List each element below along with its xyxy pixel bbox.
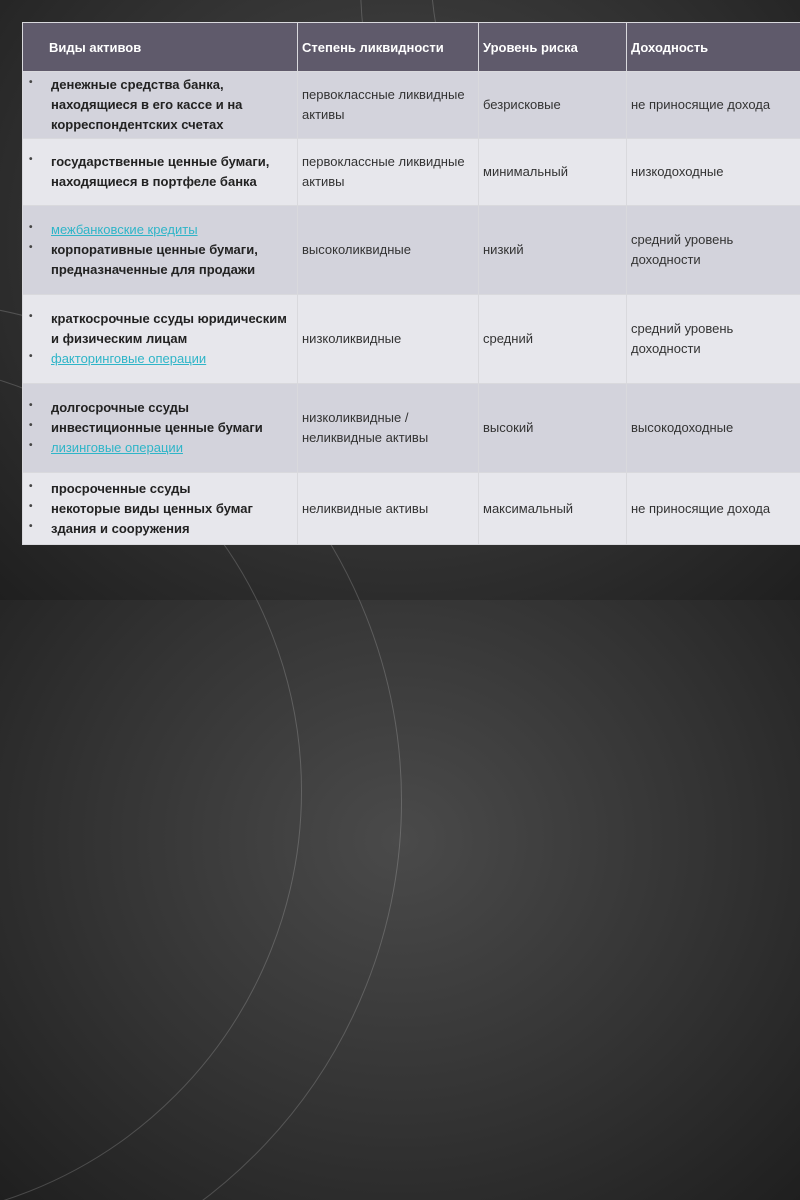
header-yield: Доходность <box>627 23 800 72</box>
bullet-icon: • <box>29 240 51 256</box>
table-row <box>23 72 800 139</box>
bullet-icon: • <box>29 349 51 365</box>
asset-item-text: денежные средства банка, находящиеся в его кассе и на корреспондентских счетах <box>51 75 293 135</box>
asset-item-text: государственные ценные бумаги, находящиеся в портфеле банка <box>51 152 293 192</box>
asset-item <box>29 479 293 499</box>
liquidity-cell: низколиквидные / неликвидные активы <box>298 384 479 473</box>
table-row <box>23 139 800 206</box>
asset-item <box>29 240 293 280</box>
header-asset-types: Виды активов <box>23 23 298 72</box>
yield-cell: не приносящие дохода <box>627 473 800 545</box>
asset-link-item[interactable] <box>29 349 293 369</box>
bullet-icon: • <box>29 479 51 495</box>
asset-item-text[interactable]: лизинговые операции <box>51 438 183 458</box>
asset-types-cell <box>23 384 298 473</box>
asset-types-cell <box>23 295 298 384</box>
risk-cell: минимальный <box>479 139 627 206</box>
asset-item-text[interactable]: межбанковские кредиты <box>51 220 198 240</box>
asset-item <box>29 398 293 418</box>
asset-item-text[interactable]: факторинговые операции <box>51 349 206 369</box>
liquidity-cell: первоклассные ликвидные активы <box>298 72 479 139</box>
asset-item <box>29 75 293 135</box>
asset-item <box>29 309 293 349</box>
liquidity-cell: неликвидные активы <box>298 473 479 545</box>
bullet-icon: • <box>29 398 51 414</box>
asset-item-text: здания и сооружения <box>51 519 190 539</box>
risk-cell: высокий <box>479 384 627 473</box>
asset-item-text: инвестиционные ценные бумаги <box>51 418 263 438</box>
asset-item-text: корпоративные ценные бумаги, предназначенные для продажи <box>51 240 293 280</box>
table-row <box>23 384 800 473</box>
asset-item <box>29 519 293 539</box>
yield-cell: средний уровень доходности <box>627 295 800 384</box>
risk-cell: безрисковые <box>479 72 627 139</box>
liquidity-cell: низколиквидные <box>298 295 479 384</box>
asset-item-text: краткосрочные ссуды юридическим и физическим лицам <box>51 309 293 349</box>
asset-types-cell <box>23 206 298 295</box>
asset-item-text: просроченные ссуды <box>51 479 191 499</box>
risk-cell: средний <box>479 295 627 384</box>
table-row <box>23 206 800 295</box>
asset-link-item[interactable] <box>29 220 293 240</box>
bullet-icon: • <box>29 309 51 325</box>
risk-cell: максимальный <box>479 473 627 545</box>
bullet-icon: • <box>29 499 51 515</box>
asset-types-cell <box>23 72 298 139</box>
bullet-icon: • <box>29 152 51 168</box>
bullet-icon: • <box>29 438 51 454</box>
liquidity-cell: первоклассные ликвидные активы <box>298 139 479 206</box>
liquidity-cell: высоколиквидные <box>298 206 479 295</box>
assets-table <box>22 22 800 545</box>
header-liquidity: Степень ликвидности <box>298 23 479 72</box>
asset-link-item[interactable] <box>29 438 293 458</box>
yield-cell: не приносящие дохода <box>627 72 800 139</box>
asset-item-text: долгосрочные ссуды <box>51 398 189 418</box>
yield-cell: средний уровень доходности <box>627 206 800 295</box>
table-header-row <box>23 23 800 72</box>
asset-item <box>29 499 293 519</box>
risk-cell: низкий <box>479 206 627 295</box>
bullet-icon: • <box>29 75 51 91</box>
bullet-icon: • <box>29 519 51 535</box>
asset-types-cell <box>23 473 298 545</box>
yield-cell: низкодоходные <box>627 139 800 206</box>
bullet-icon: • <box>29 220 51 236</box>
asset-item <box>29 418 293 438</box>
yield-cell: высокодоходные <box>627 384 800 473</box>
bullet-icon: • <box>29 418 51 434</box>
header-risk: Уровень риска <box>479 23 627 72</box>
asset-item <box>29 152 293 192</box>
asset-types-cell <box>23 139 298 206</box>
asset-item-text: некоторые виды ценных бумаг <box>51 499 253 519</box>
table-row <box>23 473 800 545</box>
table-row <box>23 295 800 384</box>
